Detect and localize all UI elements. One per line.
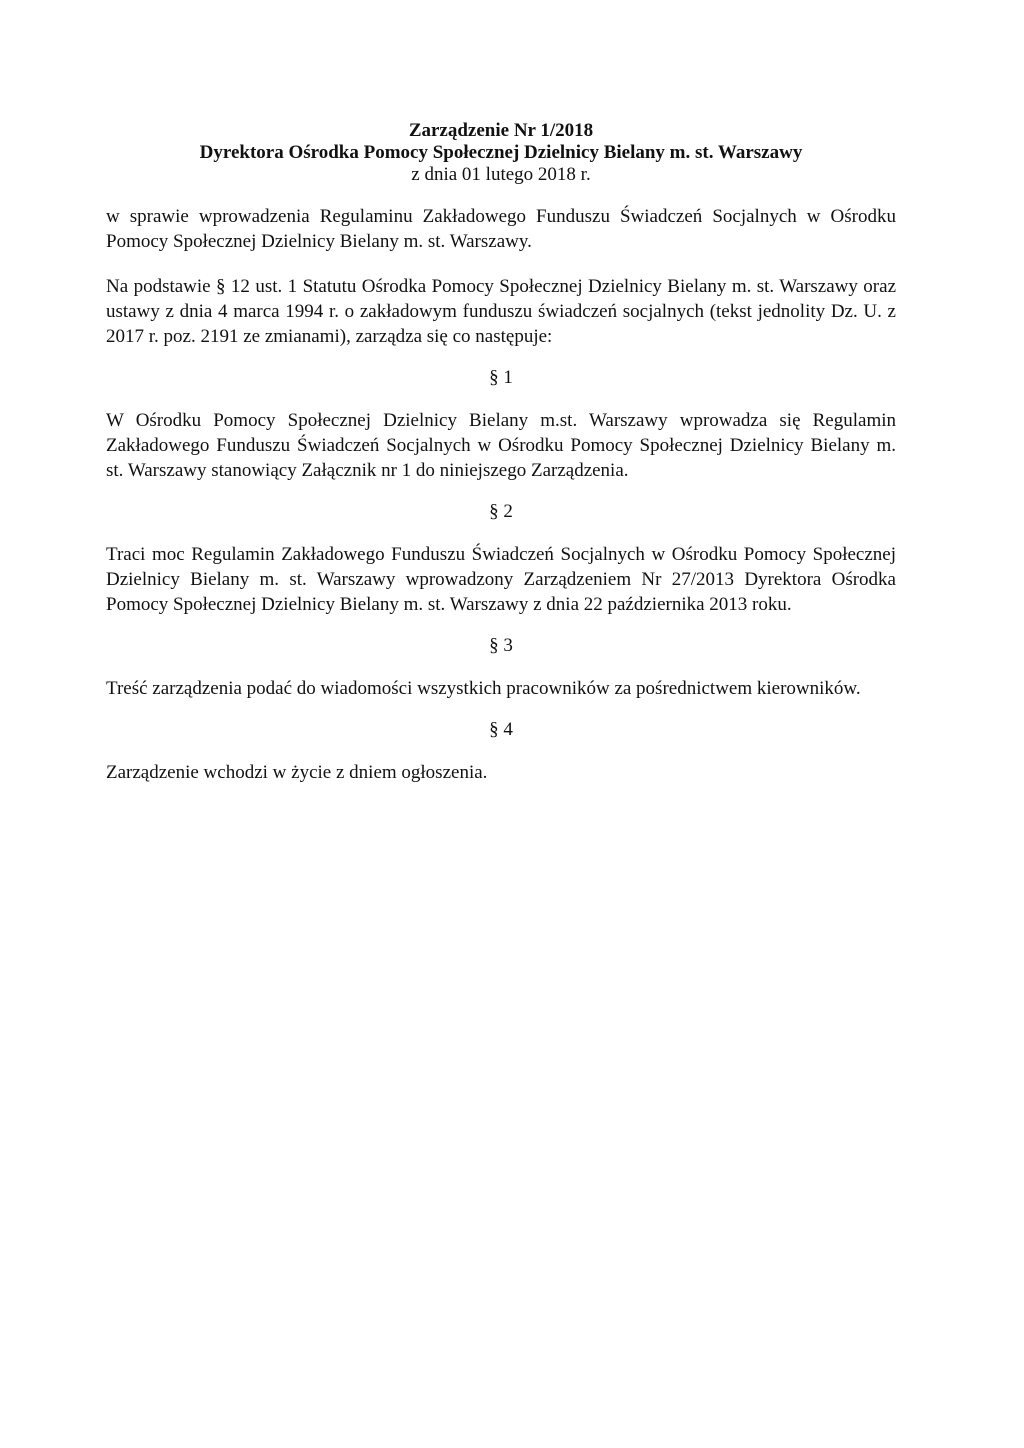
paragraph-1-text: W Ośrodku Pomocy Społecznej Dzielnicy Bielany m.st. Warszawy wprowadza się Regulamin Zakładowego Funduszu Świadczeń Socjalnych w Ośrodku Pomocy Społecznej Dzielnicy Bielany m. st. Warszawy stanowiący Załącznik nr 1 do niniejszego Zarządzenia. (106, 410, 896, 481)
paragraph-2-text: Traci moc Regulamin Zakładowego Funduszu Świadczeń Socjalnych w Ośrodku Pomocy Społecznej Dzielnicy Bielany m. st. Warszawy wprowadzony Zarządzeniem Nr 27/2013 Dyrektora Ośrodka Pomocy Społecznej Dzielnicy Bielany m. st. Warszawy z dnia 22 października 2013 roku. (106, 544, 896, 615)
document-page (106, 120, 896, 785)
paragraph-4-text: Zarządzenie wchodzi w życie z dniem ogłoszenia. (106, 762, 488, 783)
paragraph-3-sign: § 3 (489, 635, 513, 656)
document-header (106, 120, 896, 186)
paragraph-3-text: Treść zarządzenia podać do wiadomości wszystkich pracowników za pośrednictwem kierowników. (106, 678, 861, 699)
document-issuer: Dyrektora Ośrodka Pomocy Społecznej Dzielnicy Bielany m. st. Warszawy (199, 142, 803, 163)
legal-basis: Na podstawie § 12 ust. 1 Statutu Ośrodka Pomocy Społecznej Dzielnicy Bielany m. st. Warszawy oraz ustawy z dnia 4 marca 1994 r. o zakładowym funduszu świadczeń socjalnych (tekst jednolity Dz. U. z 2017 r. poz. 2191 ze zmianami), zarządza się co następuje: (106, 276, 896, 347)
paragraph-1-sign: § 1 (489, 367, 513, 388)
document-title: Zarządzenie Nr 1/2018 (408, 120, 594, 141)
paragraph-2-sign: § 2 (489, 501, 513, 522)
paragraph-4-sign: § 4 (489, 719, 513, 740)
document-date: z dnia 01 lutego 2018 r. (411, 164, 591, 185)
document-subject: w sprawie wprowadzenia Regulaminu Zakładowego Funduszu Świadczeń Socjalnych w Ośrodku Pomocy Społecznej Dzielnicy Bielany m. st. Warszawy. (106, 206, 896, 252)
